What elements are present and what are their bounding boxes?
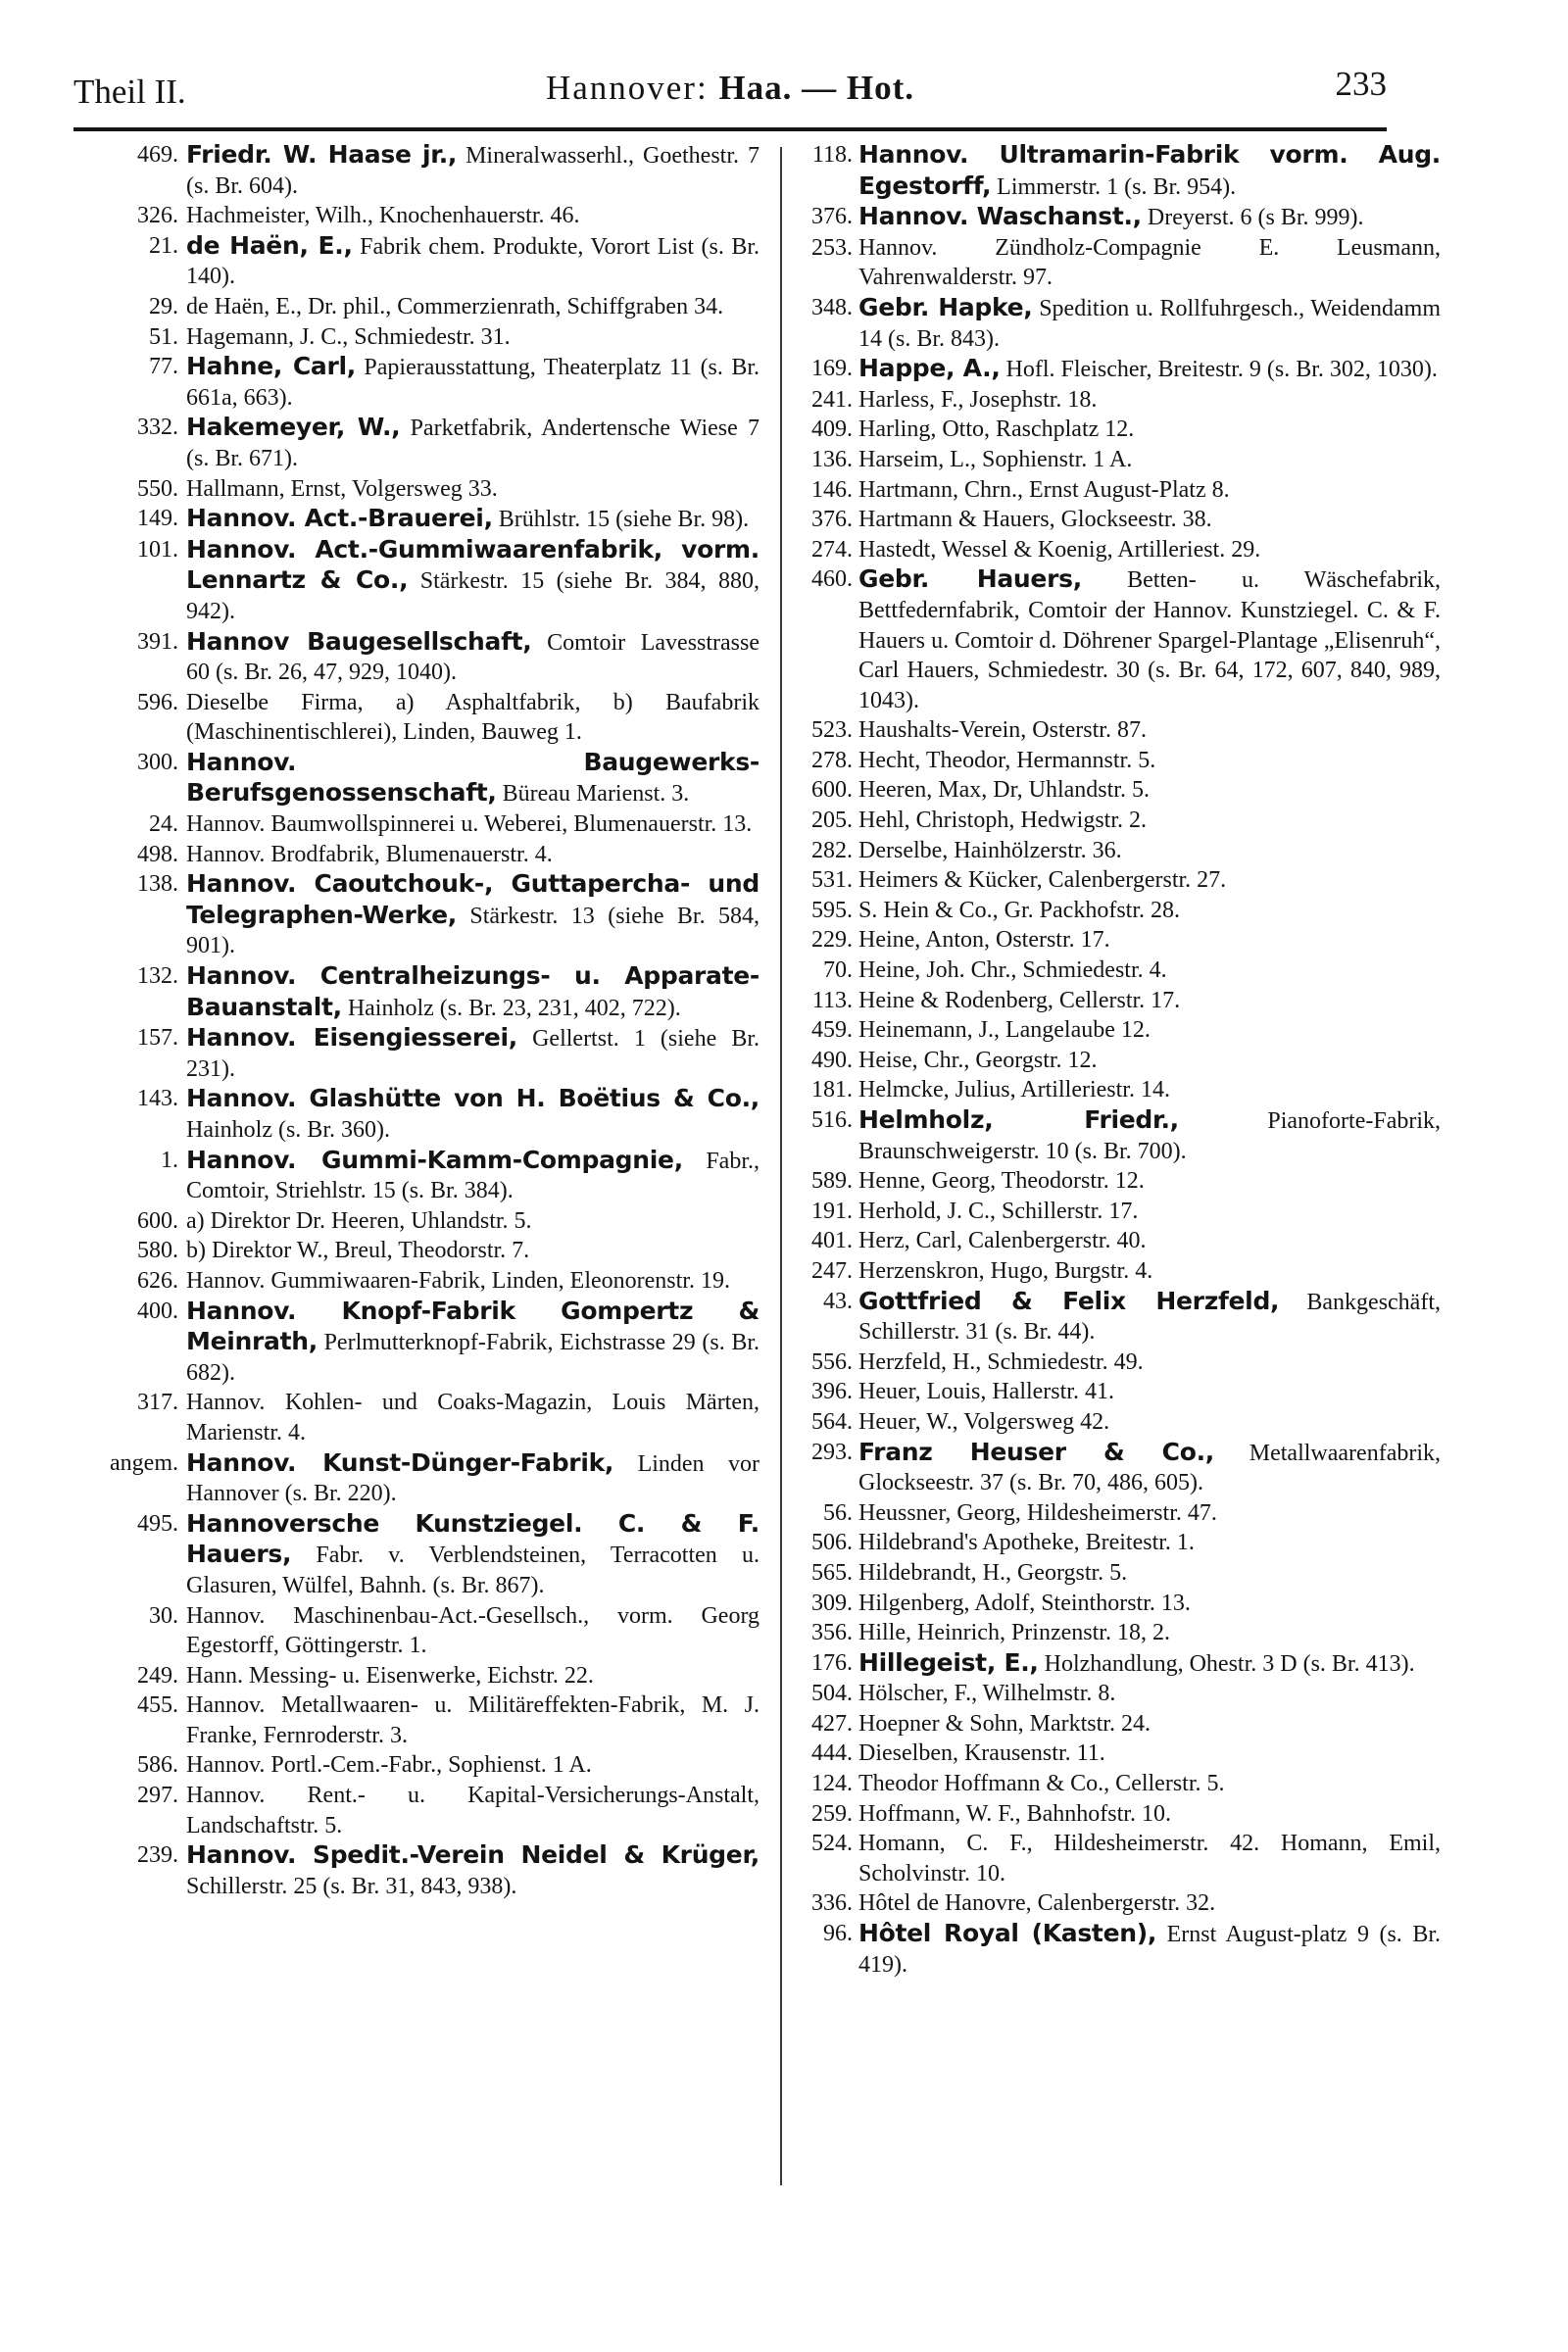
directory-entry [74,1661,760,1691]
directory-entry [774,715,1441,746]
entry-number: 136. [811,446,853,472]
directory-entry [774,1438,1441,1498]
directory-entry [74,1388,760,1447]
entry-text: Herzenskron, Hugo, Burgstr. 4. [858,1257,1153,1284]
entry-text: Haushalts-Verein, Osterstr. 87. [858,717,1147,744]
entry-number: 51. [149,323,178,350]
entry-number: 460. [811,566,853,593]
entry-text: Hainholz (s. Br. 360). [186,1117,390,1143]
entry-number: 309. [811,1590,853,1616]
directory-entry [774,836,1441,866]
entry-name-bold: Hannov. Act.-Brauerei, [186,504,493,533]
entry-number: 146. [811,476,853,503]
entry-text: Heise, Chr., Georgstr. 12. [858,1047,1098,1073]
entry-name-bold: Hannov. Act.-Gummiwaarenfabrik, vorm. Lennartz & Co., [186,534,760,595]
entry-text: Heine & Rodenberg, Cellerstr. 17. [858,987,1181,1013]
entry-text: Homann, C. F., Hildesheimerstr. 42. Homann, Emil, Scholvinstr. 10. [858,1831,1441,1886]
entry-text: Hannov. Zündholz-Compagnie E. Leusmann, Vahrenwalderstr. 97. [858,234,1441,291]
directory-entry [774,385,1441,416]
directory-entry [774,1888,1441,1919]
entry-text: Schillerstr. 25 (s. Br. 31, 843, 938). [186,1873,517,1899]
entry-text: Heuer, Louis, Hallerstr. 41. [858,1379,1114,1405]
header-section-label: Theil II. [74,73,186,111]
entry-text: Perlmutterknopf-Fabrik, Eichstrasse 29 (s. Br. 682). [186,1330,760,1386]
entry-text: Hannov. Kohlen- und Coaks-Magazin, Louis Märten, Marienstr. 4. [186,1390,760,1446]
entry-number: 531. [811,867,853,894]
directory-entry [774,1528,1441,1558]
entry-number: 29. [149,293,178,319]
directory-entry [774,1377,1441,1407]
entry-number: 356. [811,1620,853,1646]
entry-text: Hannov. Baumwollspinnerei u. Weberei, Blumenauerstr. 13. [186,811,753,838]
directory-entry [74,961,760,1023]
directory-entry [74,748,760,809]
entry-text: Hannov. Brodfabrik, Blumenauerstr. 4. [186,841,553,867]
entry-text: Hôtel de Hanovre, Calenbergerstr. 32. [858,1890,1216,1917]
entry-name-bold: Gottfried & Felix Herzfeld, [858,1286,1280,1315]
entry-text: Fabr., Comtoir, Striehlstr. 15 (s. Br. 384). [186,1148,760,1204]
directory-entry [774,415,1441,445]
entry-number: 70. [823,957,853,984]
entry-number: 550. [137,475,178,502]
directory-entry [74,1840,760,1901]
entry-text: Hainholz (s. Br. 23, 231, 402, 722). [347,995,681,1021]
entry-number: 300. [137,749,178,775]
entry-number: 113. [811,987,853,1013]
entry-number: 589. [811,1168,853,1195]
directory-entry [74,1781,760,1840]
entry-text: Heeren, Max, Dr, Uhlandstr. 5. [858,777,1150,804]
directory-entry [74,322,760,353]
entry-text: Harseim, L., Sophienstr. 1 A. [858,446,1133,472]
page-header [74,59,1387,131]
entry-number: 297. [137,1783,178,1809]
directory-entry [774,202,1441,233]
directory-entry [774,564,1441,715]
directory-entry [74,352,760,413]
entry-number: 247. [811,1257,853,1284]
entry-number: 523. [811,717,853,744]
entry-number: 600. [811,777,853,804]
directory-entry [774,925,1441,956]
directory-entry [74,627,760,688]
entry-number: 169. [811,356,853,382]
directory-entry [74,1266,760,1297]
entry-text: Hartmann, Chrn., Ernst August-Platz 8. [858,476,1230,503]
entry-text: de Haën, E., Dr. phil., Commerzienrath, Schiffgraben 34. [186,293,724,319]
entry-text: Hecht, Theodor, Hermannstr. 5. [858,747,1156,773]
entry-number: 444. [811,1740,853,1767]
entry-number: 626. [137,1267,178,1294]
entry-text: Hannov. Portl.-Cem.-Fabr., Sophienst. 1 A. [186,1752,592,1779]
directory-entry [74,1146,760,1206]
entry-text: Hann. Messing- u. Eisenwerke, Eichstr. 22. [186,1662,594,1689]
entry-number: 595. [811,897,853,923]
entry-text: Hilgenberg, Adolf, Steinthorstr. 13. [858,1590,1191,1616]
directory-entry [774,354,1441,385]
directory-entry [74,840,760,870]
entry-number: 495. [137,1510,178,1537]
entry-text: Helmcke, Julius, Artilleriestr. 14. [858,1077,1170,1103]
entry-number: 516. [811,1107,853,1133]
directory-entry [774,1015,1441,1046]
entry-name-bold: Friedr. W. Haase jr., [186,140,458,169]
directory-entry [774,535,1441,565]
entry-name-bold: Happe, A., [858,354,1001,383]
header-running-title [74,69,1387,108]
entry-text: Hastedt, Wessel & Koenig, Artilleriest. 29. [858,536,1261,563]
entry-number: 376. [811,507,853,533]
entry-text: Heussner, Georg, Hildesheimerstr. 47. [858,1499,1217,1526]
entry-number: 176. [811,1649,853,1676]
entry-number: 241. [811,386,853,413]
entry-name-bold: Gebr. Hapke, [858,292,1033,321]
directory-entry [74,1023,760,1084]
entry-name-bold: Hannov. Knopf-Fabrik Gompertz & Meinrath, [186,1296,760,1356]
entry-number: 21. [149,232,178,259]
directory-entry [774,806,1441,836]
entry-text: Comtoir Lavesstrasse 60 (s. Br. 26, 47, 929, 1040). [186,629,760,686]
entry-number: 259. [811,1800,853,1827]
entry-name-bold: Hannov. Caoutchouk-, Guttapercha- und Telegraphen-Werke, [186,869,760,929]
entry-text: Hannov. Maschinenbau-Act.-Gesellsch., vorm. Georg Egestorff, Göttingerstr. 1. [186,1602,760,1659]
directory-entry [74,1206,760,1237]
entry-name-bold: Hannov. Kunst-Dünger-Fabrik, [186,1447,614,1477]
directory-entry [774,1618,1441,1648]
entry-number: 118. [811,142,853,168]
entry-text: Brühlstr. 15 (siehe Br. 98). [498,507,750,533]
entry-number: 157. [137,1025,178,1052]
entry-number: 400. [137,1298,178,1324]
entry-name-bold: de Haën, E., [186,230,353,260]
entry-name-bold: Hannoversche Kunstziegel. C. & F. Hauers, [186,1508,760,1569]
entry-number: 490. [811,1047,853,1073]
entry-text: Heine, Joh. Chr., Schmiedestr. 4. [858,957,1167,984]
entry-number: 43. [823,1288,853,1314]
directory-entry [74,231,760,292]
directory-entry [774,1589,1441,1619]
entry-text: Herhold, J. C., Schillerstr. 17. [858,1198,1139,1224]
entry-name-bold: Hannov. Eisengiesserei, [186,1023,517,1053]
directory-entry [774,1105,1441,1166]
header-range: Haa. — Hot. [718,69,915,107]
entry-text: Linden vor Hannover (s. Br. 220). [186,1450,760,1507]
entry-text: Pianoforte-Fabrik, Braunschweigerstr. 10 (s. Br. 700). [858,1108,1441,1164]
directory-entry [74,292,760,322]
entry-number: 143. [137,1086,178,1112]
directory-entry [74,688,760,748]
entry-number: 596. [137,689,178,715]
entry-text: Harless, F., Josephstr. 18. [858,386,1098,413]
entry-text: Hachmeister, Wilh., Knochenhauerstr. 46. [186,203,580,229]
directory-entry [74,1690,760,1750]
directory-entry [74,1509,760,1601]
directory-entry [774,1769,1441,1799]
entry-number: 138. [137,871,178,898]
directory-entry [774,1166,1441,1197]
entry-number: 101. [137,536,178,563]
entry-name-bold: Franz Heuser & Co., [858,1437,1214,1466]
entry-text: Hannov. Gummiwaaren-Fabrik, Linden, Eleonorenstr. 19. [186,1267,730,1294]
entry-number: 249. [137,1662,178,1689]
left-column [74,140,760,1901]
directory-entry [74,1236,760,1266]
entry-number: 253. [811,234,853,261]
directory-entry [774,1197,1441,1227]
directory-entry [774,293,1441,354]
entry-number: 409. [811,416,853,443]
entry-text: Herz, Carl, Calenbergerstr. 40. [858,1228,1147,1254]
entry-text: Hoepner & Sohn, Marktstr. 24. [858,1710,1151,1737]
entry-text: Hölscher, F., Wilhelmstr. 8. [858,1681,1116,1707]
entry-number: 498. [137,841,178,867]
entry-text: Hille, Heinrich, Prinzenstr. 18, 2. [858,1620,1170,1646]
entry-text: Heine, Anton, Osterstr. 17. [858,927,1110,954]
directory-entry [74,1084,760,1145]
entry-number: 278. [811,747,853,773]
entry-number: 293. [811,1439,853,1465]
directory-entry [774,1709,1441,1740]
entry-text: Gellertst. 1 (siehe Br. 231). [186,1026,760,1082]
entry-number: 600. [137,1207,178,1234]
directory-entry [774,1046,1441,1076]
directory-entry [74,474,760,505]
entry-name-bold: Hannov Baugesellschaft, [186,626,532,656]
entry-name-bold: Hannov. Gummi-Kamm-Compagnie, [186,1145,683,1174]
entry-number: 56. [823,1499,853,1526]
entry-name-bold: Hannov. Centralheizungs- u. Apparate-Bauanstalt, [186,961,760,1021]
entry-number: 580. [137,1238,178,1264]
entry-number: 30. [149,1602,178,1629]
entry-text: Henne, Georg, Theodorstr. 12. [858,1168,1145,1195]
entry-name-bold: Hannov. Baugewerks-Berufsgenossenschaft, [186,747,760,808]
entry-text: Bankgeschäft, Schillerstr. 31 (s. Br. 44). [858,1289,1441,1346]
directory-entry [774,1498,1441,1529]
directory-entry [774,775,1441,806]
directory-entry [774,140,1441,202]
entry-name-bold: Hannov. Waschanst., [858,202,1142,231]
directory-entry [774,233,1441,293]
directory-entry [774,475,1441,506]
directory-entry [774,1648,1441,1680]
entry-number: 564. [811,1408,853,1435]
entry-number: 205. [811,808,853,834]
entry-text: Hannov. Rent.- u. Kapital-Versicherungs-Anstalt, Landschaftstr. 5. [186,1783,760,1838]
entry-number: 427. [811,1710,853,1737]
entry-number: 181. [811,1077,853,1103]
entry-text: Betten- u. Wäschefabrik, Bettfedernfabrik, Comtoir der Hannov. Kunstziegel. C. & F. Hauers u. Comtoir d. Döhrener Spargel-Plantage „Elisenruh“, Carl Hauers, Schmiedestr. 30 (s. Br. 64, 172, 607, 840, 989, 1043). [858,567,1441,713]
directory-entry [774,445,1441,475]
entry-number: 77. [149,354,178,380]
entry-number: 332. [137,415,178,441]
directory-entry [774,505,1441,535]
entry-number: 96. [823,1921,853,1947]
entry-number: 565. [811,1559,853,1586]
entry-number: 239. [137,1842,178,1869]
entry-name-bold: Helmholz, Friedr., [858,1105,1179,1134]
entry-text: S. Hein & Co., Gr. Packhofstr. 28. [858,897,1180,923]
entry-number: angem. [110,1449,178,1476]
entry-text: Dieselben, Krausenstr. 11. [858,1740,1105,1767]
directory-entry [774,1829,1441,1888]
entry-text: Hehl, Christoph, Hedwigstr. 2. [858,808,1147,834]
entry-name-bold: Hôtel Royal (Kasten), [858,1919,1157,1948]
directory-entry [774,896,1441,926]
entry-number: 401. [811,1228,853,1254]
entry-number: 506. [811,1530,853,1556]
entry-text: Heinemann, J., Langelaube 12. [858,1017,1151,1044]
entry-name-bold: Hillegeist, E., [858,1647,1039,1677]
entry-number: 459. [811,1017,853,1044]
entry-number: 556. [811,1348,853,1375]
entry-number: 149. [137,506,178,532]
directory-entry [774,1919,1441,1980]
entry-number: 191. [811,1198,853,1224]
entry-number: 336. [811,1890,853,1917]
directory-entry [774,1348,1441,1378]
entry-number: 469. [137,142,178,168]
directory-entry [774,1679,1441,1709]
entry-text: Hallmann, Ernst, Volgersweg 33. [186,475,498,502]
directory-entry [774,1075,1441,1105]
directory-entry [74,1601,760,1661]
directory-entry [74,1297,760,1389]
directory-entry [774,1407,1441,1438]
entry-text: Harling, Otto, Raschplatz 12. [858,416,1135,443]
directory-entry [74,1448,760,1509]
page-number: 233 [1335,65,1387,103]
entry-text: Herzfeld, H., Schmiedestr. 49. [858,1348,1144,1375]
entry-text: Limmerstr. 1 (s. Br. 954). [997,173,1237,200]
directory-entry [774,956,1441,986]
entry-number: 326. [137,203,178,229]
entry-text: Büreau Marienst. 3. [502,781,690,808]
directory-entry [774,746,1441,776]
entry-text: Mineralwasserhl., Goethestr. 7 (s. Br. 604). [186,143,760,199]
entry-number: 391. [137,628,178,655]
entry-text: Dieselbe Firma, a) Asphaltfabrik, b) Baufabrik (Maschinentischlerei), Linden, Bauweg 1. [186,689,760,746]
entry-number: 455. [137,1692,178,1719]
entry-number: 229. [811,927,853,954]
entry-number: 1. [161,1147,178,1173]
entry-text: Ernst August-platz 9 (s. Br. 419). [858,1922,1441,1978]
entry-number: 132. [137,963,178,990]
entry-text: Theodor Hoffmann & Co., Cellerstr. 5. [858,1771,1225,1797]
entry-text: Metallwaarenfabrik, Glockseestr. 37 (s. Br. 70, 486, 605). [858,1440,1441,1496]
entry-number: 524. [811,1831,853,1857]
entry-name-bold: Gebr. Hauers, [858,564,1082,594]
directory-entry [74,809,760,840]
entry-text: Hildebrand's Apotheke, Breitestr. 1. [858,1530,1195,1556]
directory-entry [774,1739,1441,1769]
entry-text: Fabrik chem. Produkte, Vorort List (s. Br. 140). [186,233,760,290]
entry-name-bold: Hannov. Spedit.-Verein Neidel & Krüger, [186,1840,760,1870]
entry-name-bold: Hakemeyer, W., [186,413,401,442]
directory-entry [774,1287,1441,1348]
directory-entry [74,1750,760,1781]
entry-number: 586. [137,1752,178,1779]
directory-entry [774,1558,1441,1589]
entry-number: 348. [811,294,853,320]
entry-number: 274. [811,536,853,563]
entry-name-bold: Hannov. Ultramarin-Fabrik vorm. Aug. Egestorff, [858,140,1441,200]
entry-text: Hofl. Fleischer, Breitestr. 9 (s. Br. 302, 1030). [1005,357,1438,383]
entry-text: Stärkestr. 13 (siehe Br. 584, 901). [186,903,760,959]
directory-entry [774,986,1441,1016]
entry-text: Stärkestr. 15 (siehe Br. 384, 880, 942). [186,568,760,624]
entry-number: 396. [811,1379,853,1405]
entry-text: Heuer, W., Volgersweg 42. [858,1408,1110,1435]
entry-text: Hartmann & Hauers, Glockseestr. 38. [858,507,1212,533]
entry-text: b) Direktor W., Breul, Theodorstr. 7. [186,1238,530,1264]
entry-text: Parketfabrik, Andertensche Wiese 7 (s. Br. 671). [186,416,760,471]
directory-entry [74,140,760,201]
entry-text: Papierausstattung, Theaterplatz 11 (s. Br. 661a, 663). [186,355,760,411]
entry-text: Hoffmann, W. F., Bahnhofstr. 10. [858,1800,1171,1827]
entry-number: 504. [811,1681,853,1707]
header-city: Hannover: [545,69,709,107]
entry-number: 24. [149,811,178,838]
directory-entry [74,504,760,535]
directory-entry [774,865,1441,896]
entry-text: Spedition u. Rollfuhrgesch., Weidendamm 14 (s. Br. 843). [858,295,1441,352]
entry-text: Dreyerst. 6 (s Br. 999). [1147,205,1364,231]
directory-entry [774,1226,1441,1256]
right-column [774,140,1441,1980]
entry-text: a) Direktor Dr. Heeren, Uhlandstr. 5. [186,1207,532,1234]
entry-text: Heimers & Kücker, Calenbergerstr. 27. [858,867,1227,894]
entry-number: 317. [137,1390,178,1416]
entry-text: Derselbe, Hainhölzerstr. 36. [858,837,1122,863]
entry-text: Hagemann, J. C., Schmiedestr. 31. [186,323,511,350]
directory-entry [774,1256,1441,1287]
directory-entry [74,535,760,627]
directory-entry [74,413,760,473]
directory-entry [774,1799,1441,1830]
entry-text: Hildebrandt, H., Georgstr. 5. [858,1559,1128,1586]
entry-text: Fabr. v. Verblendsteinen, Terracotten u. Glasuren, Wülfel, Bahnh. (s. Br. 867). [186,1543,760,1598]
entry-text: Holzhandlung, Ohestr. 3 D (s. Br. 413). [1044,1650,1415,1677]
entry-name-bold: Hannov. Glashütte von H. Boëtius & Co., [186,1084,760,1113]
directory-entry [74,201,760,231]
entry-number: 282. [811,837,853,863]
directory-entry [74,869,760,961]
entry-text: Hannov. Metallwaaren- u. Militäreffekten-Fabrik, M. J. Franke, Fernroderstr. 3. [186,1692,760,1748]
entry-name-bold: Hahne, Carl, [186,352,356,381]
entry-number: 124. [811,1771,853,1797]
entry-number: 376. [811,204,853,230]
